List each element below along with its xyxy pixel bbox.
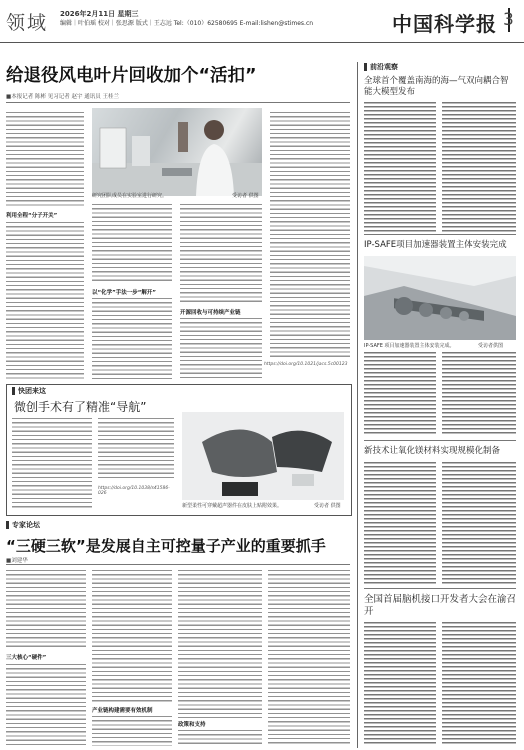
wearable-device-photo (182, 412, 344, 500)
accelerator-photo (364, 256, 516, 340)
article-text (178, 570, 262, 718)
article-text (92, 570, 172, 702)
page-number: 3 (503, 10, 514, 30)
header-info (60, 10, 350, 28)
article-text (178, 730, 262, 746)
article-text (364, 102, 436, 232)
right-story1-title: 全球首个覆盖南海的海—气双向耦合智能大模型发布 (364, 76, 509, 97)
photo-credit: 受访者 供图 (232, 193, 259, 199)
article-text (98, 418, 174, 480)
section-label: 领域 (6, 12, 49, 34)
rule (364, 234, 516, 235)
photo-caption: 研究团队成员在实验室进行研究。 (92, 193, 168, 199)
article-text (180, 318, 262, 380)
expert-tag: 专家论坛 (12, 521, 40, 529)
expert-subhead-3: 政策和支持 (178, 722, 206, 728)
rule (6, 564, 350, 565)
doi-link: https://doi.org/10.1038/s41586-026 (98, 486, 170, 496)
boxed-title: 微创手术有了精准“导航” (14, 400, 147, 414)
right-story2-caption: IP-SAFE 项目加速器装置主体安装完成。 (364, 343, 455, 349)
tag-marker (12, 387, 15, 395)
article-text (6, 664, 86, 746)
column-separator (357, 62, 358, 748)
right-story4-title: 全国首届脑机接口开发者大会在渝召开 (364, 594, 517, 617)
expert-subhead-2: 产业链构建需要有效机制 (92, 708, 153, 714)
article-text (442, 102, 516, 232)
main-subhead-3: 开源回收与可持续产业链 (180, 310, 241, 316)
main-subhead-1: 利用全程“分子开关” (6, 213, 58, 219)
lab-photo (92, 108, 262, 196)
right-story2-credit: 受访者供图 (478, 343, 504, 349)
article-text (270, 112, 350, 360)
right-tag: 前沿观察 (370, 63, 398, 71)
issue-date: 2026年2月11日 星期三 (60, 10, 139, 18)
right-story2-title: IP-SAFE项目加速器装置主体安装完成 (364, 240, 507, 250)
article-text (92, 716, 172, 746)
article-text (6, 112, 84, 208)
article-text (364, 622, 436, 746)
article-text (442, 352, 516, 436)
rule (6, 102, 350, 103)
boxed-caption: 新型柔性可穿戴超声器件在皮肤上贴附效果。 (182, 503, 283, 509)
boxed-tag: 快团来这 (18, 387, 46, 395)
main-subhead-2: 以“化学”手法一步“解开” (92, 290, 156, 296)
right-story3-title: 新技术让氧化镁材料实现规模化制备 (364, 446, 501, 456)
article-text (6, 570, 86, 650)
editor-credits: 编辑｜叶伯瑶 校对｜张思源 版式｜王志远 Tel:（010）62580695 E-mail:lishen@stimes.cn (60, 20, 314, 27)
article-text (12, 418, 92, 508)
article-text (6, 222, 84, 380)
article-text (442, 462, 516, 584)
rule (364, 440, 516, 441)
expert-subhead-1: 三大核心“硬件” (6, 655, 47, 661)
doi-link: https://doi.org/10.1021/jacs.5c00123 (264, 362, 348, 367)
newspaper-logo: 中国科学报 (392, 12, 497, 36)
article-text (180, 204, 262, 304)
article-text (92, 298, 172, 380)
header-rule (0, 42, 524, 43)
article-text (364, 352, 436, 436)
article-text (364, 462, 436, 584)
article-text (92, 204, 172, 284)
boxed-credit: 受访者 供图 (314, 503, 341, 509)
article-text (268, 570, 350, 746)
main-byline: ■本报记者 陈彬 见习记者 赵宇 通讯员 王桂兰 (6, 94, 119, 100)
rule (364, 588, 516, 589)
article-text (442, 622, 516, 746)
tag-marker (6, 521, 9, 529)
expert-byline: ■刘建华 (6, 558, 28, 564)
expert-headline: “三硬三软”是发展自主可控量子产业的重要抓手 (6, 537, 326, 555)
main-headline: 给退役风电叶片回收加个“活扣” (6, 66, 257, 86)
tag-marker (364, 63, 367, 71)
